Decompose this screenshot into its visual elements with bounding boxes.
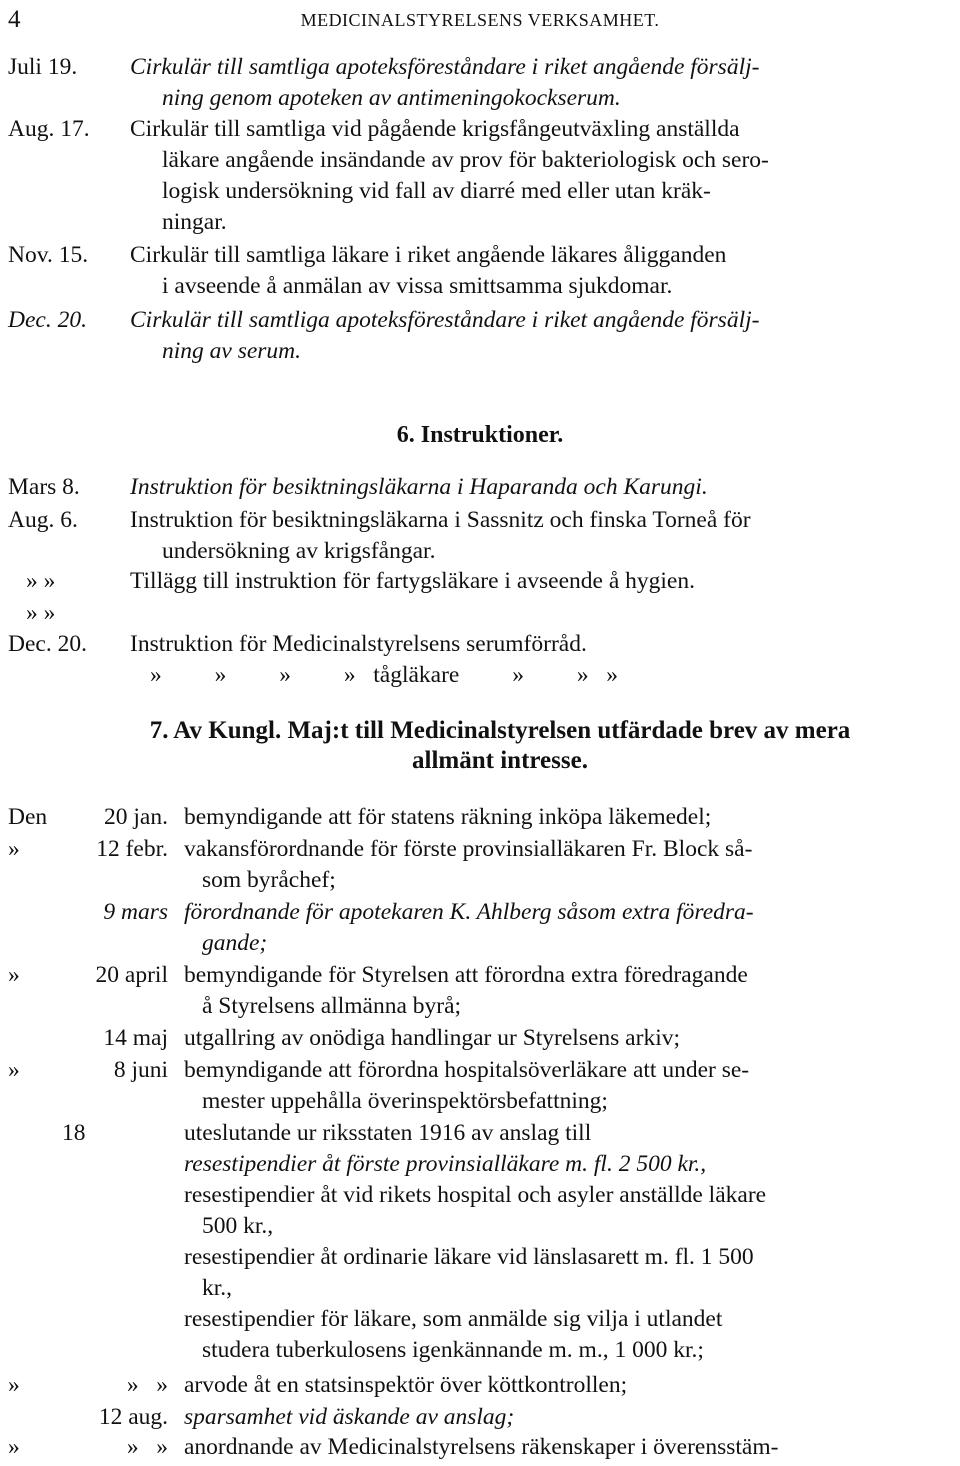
text-line: ningar.: [162, 209, 227, 235]
instruction-text: [130, 472, 952, 503]
entry-text: [184, 1432, 952, 1463]
entry-prefix: »: [8, 1372, 20, 1398]
instruction-date: » »: [26, 600, 56, 626]
text-line: vakansförordnande för förste provinsialläkaren Fr. Block så-: [184, 836, 753, 862]
text-line: ning genom apoteken av antimeningokockserum.: [162, 85, 621, 111]
text-line: bemyndigande för Styrelsen att förordna extra föredragande: [184, 962, 748, 988]
text-line: Cirkulär till samtliga apoteksföreståndare i riket angående försälj-: [130, 307, 760, 333]
entry-prefix: »: [8, 836, 20, 862]
text-line: å Styrelsens allmänna byrå;: [202, 993, 462, 1019]
circular-date: Aug. 17.: [8, 116, 90, 142]
text-line: Cirkulär till samtliga läkare i riket angående läkares åligganden: [130, 242, 727, 268]
circular-date: Dec. 20.: [8, 307, 87, 333]
entry-text: [184, 897, 952, 959]
entry-date: 12 febr.: [96, 836, 168, 862]
entry-date: » »: [126, 1434, 168, 1460]
text-line: Tillägg till instruktion för fartygsläkare i avseende å hygien.: [130, 568, 695, 594]
entry-date: 14 maj: [103, 1025, 168, 1051]
circular-text: [130, 114, 952, 238]
text-line: anordnande av Medicinalstyrelsens räkenskaper i överensstäm-: [184, 1434, 779, 1460]
text-line: utgallring av onödiga handlingar ur Styrelsens arkiv;: [184, 1025, 681, 1051]
running-title: MEDICINALSTYRELSENS VERKSAMHET.: [300, 10, 660, 30]
circular-text: [130, 240, 952, 302]
text-line: Instruktion för besiktningsläkarna i Haparanda och Karungi.: [130, 474, 708, 500]
text-line: mester uppehålla överinspektörsbefattning;: [202, 1088, 608, 1114]
entry-prefix: »: [8, 962, 20, 988]
entry-date: 20 april: [95, 962, 168, 988]
entry-text: [184, 1055, 952, 1117]
text-line: 500 kr.,: [202, 1213, 274, 1239]
instruction-date: » »: [26, 568, 56, 594]
instruction-date: Aug. 6.: [8, 507, 78, 533]
entry-prefix: »: [8, 1434, 20, 1460]
text-line: Instruktion för besiktningsläkarna i Sassnitz och finska Torneå för: [130, 507, 751, 533]
page-header: [8, 6, 952, 33]
entry-text: [184, 1402, 952, 1433]
text-line: resestipendier åt förste provinsialläkare m. fl. 2 500 kr.,: [184, 1151, 707, 1177]
text-line: i avseende å anmälan av vissa smittsamma sjukdomar.: [162, 273, 673, 299]
instruction-text: [130, 566, 952, 597]
entry-text: [184, 802, 952, 833]
text-line: » » » » tågläkare » » »: [150, 662, 618, 688]
entry-text: [184, 1023, 952, 1054]
entry-text: [184, 960, 952, 1022]
text-line: resestipendier för läkare, som anmälde sig vilja i utlandet: [184, 1306, 723, 1332]
text-line: logisk undersökning vid fall av diarré med eller utan kräk-: [162, 178, 711, 204]
text-line: arvode åt en statsinspektör över köttkontrollen;: [184, 1372, 628, 1398]
text-line: resestipendier åt vid rikets hospital och asyler anställde läkare: [184, 1182, 767, 1208]
text-line: gande;: [202, 930, 268, 956]
text-line: uteslutande ur riksstaten 1916 av anslag till: [184, 1120, 592, 1146]
section-heading: 6. Instruktioner.: [396, 422, 564, 448]
text-line: som byråchef;: [202, 867, 336, 893]
text-line: förordnande för apotekaren K. Ahlberg såsom extra föredra-: [184, 899, 754, 925]
text-line: resestipendier åt ordinarie läkare vid länslasarett m. fl. 1 500: [184, 1244, 754, 1270]
text-line: sparsamhet vid äskande av anslag;: [184, 1404, 515, 1430]
text-line: undersökning av krigsfångar.: [162, 538, 436, 564]
entry-date: 18: [62, 1120, 86, 1146]
text-line: studera tuberkulosens igenkännande m. m., 1 000 kr.;: [202, 1337, 704, 1363]
entry-date: 8 juni: [113, 1057, 168, 1083]
text-line: läkare angående insändande av prov för bakteriologisk och sero-: [162, 147, 769, 173]
entry-prefix: Den: [8, 804, 48, 830]
instruction-date: Mars 8.: [8, 474, 80, 500]
text-line: Cirkulär till samtliga vid pågående krigsfångeutväxling anställda: [130, 116, 740, 142]
entry-date: 20 jan.: [104, 804, 168, 830]
text-line: bemyndigande att förordna hospitalsöverläkare att under se-: [184, 1057, 750, 1083]
text-line: kr.,: [202, 1275, 233, 1301]
circular-date: Juli 19.: [8, 54, 78, 80]
instruction-text: [130, 505, 952, 567]
circular-text: [130, 52, 952, 114]
entry-text: [184, 1118, 952, 1366]
text-line: ning av serum.: [162, 338, 302, 364]
instruction-date: Dec. 20.: [8, 631, 87, 657]
text-line: Cirkulär till samtliga apoteksföreståndare i riket angående försälj-: [130, 54, 760, 80]
entry-prefix: »: [8, 1057, 20, 1083]
circular-text: [130, 305, 952, 367]
entry-date: 12 aug.: [98, 1404, 168, 1430]
entry-date: 9 mars: [103, 899, 168, 925]
entry-text: [184, 1370, 952, 1401]
text-line: Instruktion för Medicinalstyrelsens serumförråd.: [130, 631, 587, 657]
circular-date: Nov. 15.: [8, 242, 89, 268]
section-heading-line: allmänt intresse.: [412, 747, 588, 774]
section-heading: [70, 716, 930, 776]
entry-date: » »: [126, 1372, 168, 1398]
entry-text: [184, 834, 952, 896]
section-heading-line: 7. Av Kungl. Maj:t till Medicinalstyrelsen utfärdade brev av mera: [149, 717, 851, 744]
instruction-text: [130, 629, 952, 660]
text-line: bemyndigande att för statens räkning inköpa läkemedel;: [184, 804, 712, 830]
page-number: 4: [8, 6, 21, 33]
